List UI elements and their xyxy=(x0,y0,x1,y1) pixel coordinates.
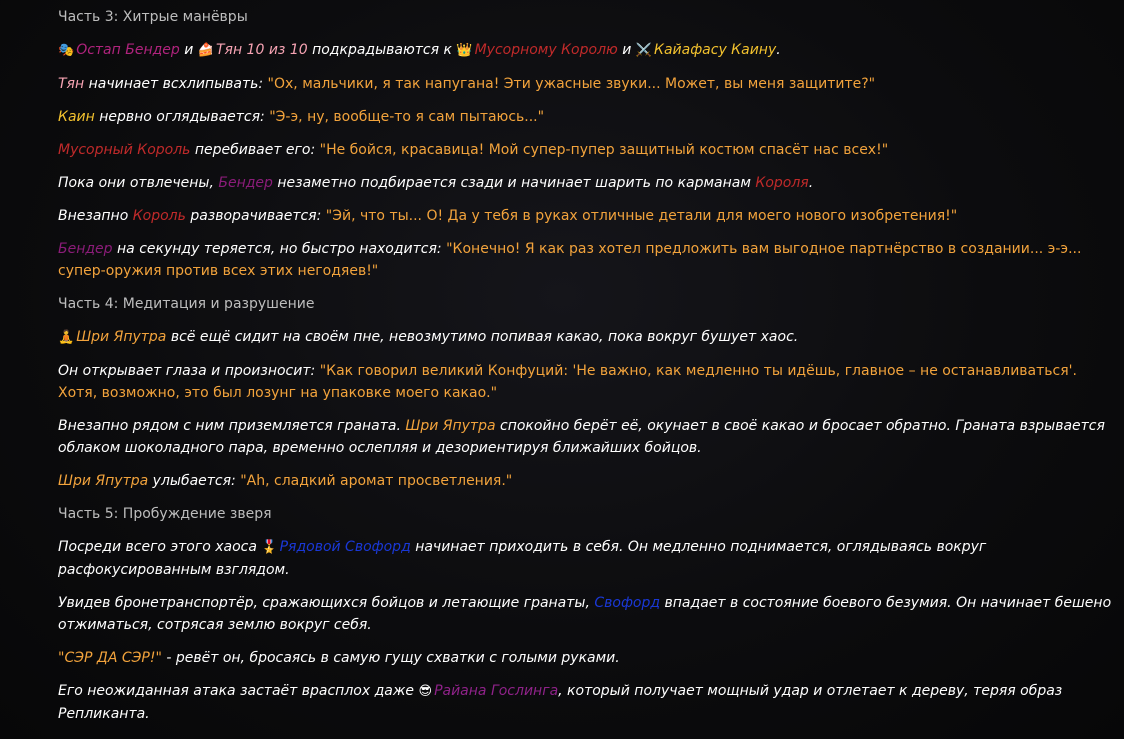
crown-icon: 👑 xyxy=(456,43,473,58)
narration-text: Внезапно xyxy=(58,208,133,224)
narration-text: спокойно берёт её, окунает в своё какао и бросает обратно. Граната взрывается облаком шоколадного пара, временно ослепляя и дезориентируя ближайших бойцов. xyxy=(58,418,1105,456)
narration-text: на секунду теряется, но быстро находится: xyxy=(112,241,447,257)
dialogue-quote: "Конечно! Я как раз хотел предложить вам выгодное партнёрство в создании... э-э... супер-оружия против всех этих негодяев!" xyxy=(58,241,1082,279)
dialogue-quote: "Э-э, ну, вообще-то я сам пытаюсь..." xyxy=(269,109,545,125)
narration-text: нервно оглядывается: xyxy=(94,109,270,125)
character-korol: Король xyxy=(132,208,186,224)
narration-text: - ревёт он, бросаясь в самую гущу схватки с голыми руками. xyxy=(161,650,620,666)
narration-text: впадает в состояние боевого безумия. Он начинает бешено отжиматься, сотрясая землю вокруг себя. xyxy=(58,595,1112,633)
paragraph-grenade xyxy=(58,415,1114,459)
paragraph-tyan-sobs xyxy=(58,73,1114,95)
character-bender: Бендер xyxy=(58,241,113,257)
paragraph-gosling-hit xyxy=(58,680,1114,725)
dialogue-quote: "Не бойся, красавица! Мой супер-пупер защитный костюм спасёт нас всех!" xyxy=(319,142,889,158)
character-ostap-bender: Остап Бендер xyxy=(76,42,180,58)
character-shri-yaputra: Шри Япутра xyxy=(58,473,149,489)
sunglasses-face-icon: 😎 xyxy=(418,684,433,699)
paragraph-korol-turns xyxy=(58,205,1114,227)
cake-icon: 🍰 xyxy=(197,43,214,58)
paragraph-kain-looks xyxy=(58,106,1114,128)
dialogue-quote: "Ох, мальчики, я так напугана! Эти ужасные звуки... Может, вы меня защитите?" xyxy=(267,76,876,92)
paragraph-shri-smiles xyxy=(58,470,1114,492)
paragraph-shri-speaks xyxy=(58,360,1114,404)
dialogue-quote: "Эй, что ты... О! Да у тебя в руках отличные детали для моего нового изобретения!" xyxy=(325,208,958,224)
part-5-heading: Часть 5: Пробуждение зверя xyxy=(58,506,272,522)
narration-text: всё ещё сидит на своём пне, невозмутимо попивая какао, пока вокруг бушует хаос. xyxy=(166,329,799,345)
period-text: . xyxy=(776,42,781,58)
theater-masks-icon: 🎭 xyxy=(58,43,75,58)
crossed-swords-icon: ⚔️ xyxy=(635,43,652,58)
paragraph-svoford-rage xyxy=(58,592,1114,636)
character-tyan: Тян 10 из 10 xyxy=(215,42,308,58)
narration-text: Увидев бронетранспортёр, сражающихся бойцов и летающие гранаты, xyxy=(58,595,595,611)
paragraph-svoford-wakes xyxy=(58,536,1114,581)
paragraph-sir-yes-sir xyxy=(58,647,1114,669)
dialogue-quote: "Как говорил великий Конфуций: 'Не важно, как медленно ты идёшь, главное – не останавливаться'. Хотя, возможно, это был лозунг на упаковке моего какао." xyxy=(58,363,1077,401)
narration-text: начинает приходить в себя. Он медленно поднимается, оглядываясь вокруг расфокусированным взглядом. xyxy=(58,539,987,578)
narration-text: подкрадываются к xyxy=(307,42,457,58)
narration-text: Его неожиданная атака застаёт врасплох даже xyxy=(58,683,419,699)
meditation-icon: 🧘 xyxy=(58,330,75,345)
paragraph-intro-part3 xyxy=(58,39,1114,62)
narration-text: Он открывает глаза и произносит: xyxy=(58,363,320,379)
part-4-heading: Часть 4: Медитация и разрушение xyxy=(58,296,315,312)
paragraph-bender-answers xyxy=(58,238,1114,282)
character-svoford: Свофорд xyxy=(594,595,661,611)
narration-text: Пока они отвлечены, xyxy=(58,175,219,191)
character-ryan-gosling: Райана Гослинга xyxy=(434,683,559,699)
narration-text: Внезапно рядом с ним приземляется граната. xyxy=(58,418,406,434)
narration-text: Посреди всего этого хаоса xyxy=(58,539,262,555)
narration-text: перебивает его: xyxy=(190,142,320,158)
character-kain: Кайафасу Каину xyxy=(654,42,777,58)
narration-text: , который получает мощный удар и отлетает к дереву, теряя образ Репликанта. xyxy=(58,683,1063,722)
character-korol: Короля xyxy=(755,175,809,191)
dialogue-quote: "Ah, сладкий аромат просветления." xyxy=(240,473,513,489)
paragraph-korol-interrupts xyxy=(58,139,1114,161)
connector-text: и xyxy=(617,42,636,58)
character-tyan: Тян xyxy=(58,76,85,92)
character-musor-korol: Мусорному Королю xyxy=(474,42,618,58)
narration-text: разворачивается: xyxy=(185,208,326,224)
character-bender: Бендер xyxy=(218,175,273,191)
narration-text: начинает всхлипывать: xyxy=(84,76,268,92)
paragraph-shri-sits xyxy=(58,326,1114,349)
dialogue-quote: "СЭР ДА СЭР!" xyxy=(58,650,162,666)
part-3-heading: Часть 3: Хитрые манёвры xyxy=(58,9,248,25)
narration-text: незаметно подбирается сзади и начинает шарить по карманам xyxy=(272,175,756,191)
character-kain: Каин xyxy=(58,109,95,125)
character-shri-yaputra: Шри Япутра xyxy=(405,418,496,434)
medal-icon: 🎖️ xyxy=(261,540,278,555)
character-musor-korol: Мусорный Король xyxy=(58,142,191,158)
period-text: . xyxy=(808,175,814,191)
paragraph-bender-sneaks xyxy=(58,172,1114,194)
character-shri-yaputra: Шри Япутра xyxy=(76,329,167,345)
narration-text: улыбается: xyxy=(148,473,241,489)
character-svoford: Рядовой Свофорд xyxy=(279,539,411,555)
connector-text: и xyxy=(179,42,198,58)
